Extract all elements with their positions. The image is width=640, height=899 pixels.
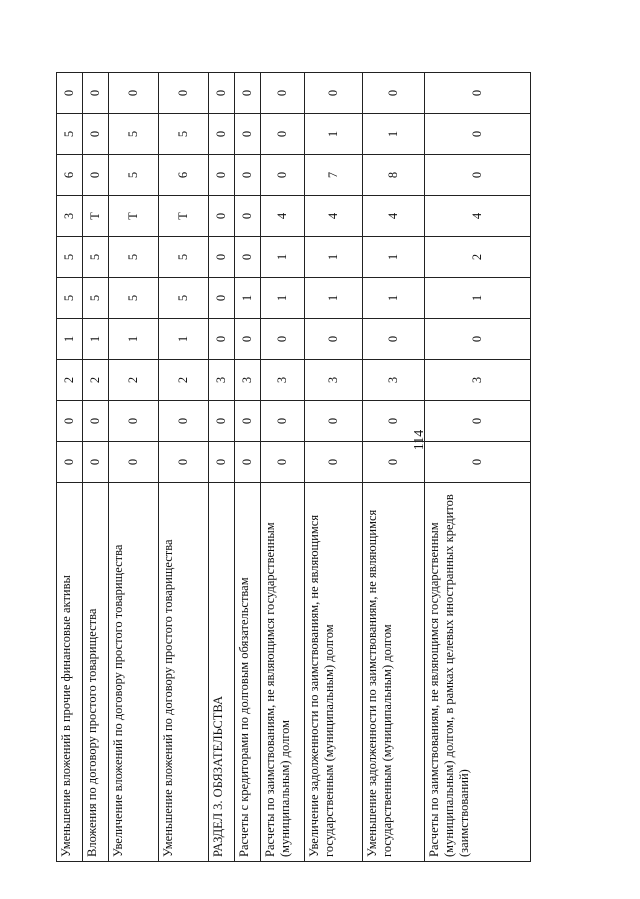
row-name-cell: Расчеты с кредиторами по долговым обязательствам — [235, 483, 261, 862]
code-cell: 0 — [209, 114, 235, 155]
code-cell: 0 — [305, 73, 363, 114]
code-cell: 5 — [57, 237, 83, 278]
code-cell: 0 — [235, 401, 261, 442]
code-cell: 2 — [159, 360, 209, 401]
code-cell: 0 — [57, 401, 83, 442]
code-cell: 6 — [159, 155, 209, 196]
code-cell: 1 — [305, 114, 363, 155]
code-cell: 5 — [109, 155, 159, 196]
row-name-cell: Вложения по договору простого товарищества — [83, 483, 109, 862]
code-cell: 3 — [209, 360, 235, 401]
code-cell: 0 — [209, 237, 235, 278]
code-cell: 1 — [305, 278, 363, 319]
code-cell: 0 — [425, 319, 531, 360]
code-cell: 0 — [235, 73, 261, 114]
code-cell: 0 — [83, 114, 109, 155]
row-name-cell: Расчеты по заимствованиям, не являющимся государственным (муниципальным) долгом — [261, 483, 305, 862]
code-cell: 0 — [235, 114, 261, 155]
code-cell: 2 — [109, 360, 159, 401]
code-cell: 5 — [57, 114, 83, 155]
code-cell: 0 — [261, 401, 305, 442]
code-cell: 1 — [159, 319, 209, 360]
code-cell: 6 — [57, 155, 83, 196]
code-cell: 1 — [305, 237, 363, 278]
row-name-cell: Увеличение задолженности по заимствованиям, не являющимся государственным (муниципальным) долгом — [305, 483, 363, 862]
code-cell: Т — [83, 196, 109, 237]
code-cell: 1 — [363, 114, 425, 155]
code-cell: 0 — [209, 155, 235, 196]
code-cell: 0 — [305, 442, 363, 483]
code-cell: 2 — [57, 360, 83, 401]
code-cell: 0 — [305, 401, 363, 442]
code-cell: 3 — [261, 360, 305, 401]
code-cell: 0 — [363, 442, 425, 483]
code-cell: 0 — [235, 442, 261, 483]
page-number: 114 — [412, 429, 427, 451]
code-cell: 0 — [425, 155, 531, 196]
code-cell: 0 — [235, 237, 261, 278]
table-container — [56, 72, 530, 862]
code-cell: 8 — [363, 155, 425, 196]
code-cell: 0 — [83, 442, 109, 483]
code-cell: 1 — [363, 278, 425, 319]
code-cell: 3 — [305, 360, 363, 401]
code-cell: 7 — [305, 155, 363, 196]
code-cell: 5 — [159, 114, 209, 155]
code-cell: 0 — [209, 442, 235, 483]
code-cell: 0 — [425, 114, 531, 155]
code-cell: 0 — [261, 442, 305, 483]
table-row — [425, 73, 531, 862]
code-cell: 0 — [57, 442, 83, 483]
code-cell: 5 — [83, 278, 109, 319]
table-row — [209, 73, 235, 862]
table-row — [305, 73, 363, 862]
code-cell: 0 — [209, 401, 235, 442]
code-cell: 1 — [363, 237, 425, 278]
code-cell: 1 — [83, 319, 109, 360]
code-cell: 1 — [57, 319, 83, 360]
code-cell: 5 — [109, 114, 159, 155]
code-cell: 0 — [109, 401, 159, 442]
code-cell: Т — [159, 196, 209, 237]
code-cell: 0 — [83, 155, 109, 196]
table-row — [363, 73, 425, 862]
code-cell: 0 — [363, 73, 425, 114]
table-row — [235, 73, 261, 862]
row-name-cell: Уменьшение задолженности по заимствованиям, не являющимся государственным (муниципальным) долгом — [363, 483, 425, 862]
code-cell: 4 — [425, 196, 531, 237]
code-cell: 0 — [235, 196, 261, 237]
code-cell: 0 — [363, 401, 425, 442]
code-cell: 0 — [83, 73, 109, 114]
code-cell: 1 — [109, 319, 159, 360]
code-cell: 0 — [109, 442, 159, 483]
row-name-cell: Расчеты по заимствованиям, не являющимся государственным (муниципальным) долгом, в рамках целевых иностранных кредитов (заимствований) — [425, 483, 531, 862]
row-name-cell: РАЗДЕЛ 3. ОБЯЗАТЕЛЬСТВА — [209, 483, 235, 862]
code-cell: 4 — [261, 196, 305, 237]
code-cell: 3 — [363, 360, 425, 401]
code-cell: 3 — [425, 360, 531, 401]
code-cell: 0 — [83, 401, 109, 442]
code-cell: 0 — [209, 73, 235, 114]
code-cell: 0 — [261, 114, 305, 155]
classification-table — [56, 72, 531, 862]
code-cell: 0 — [261, 319, 305, 360]
code-cell: 0 — [305, 319, 363, 360]
code-cell: 3 — [235, 360, 261, 401]
code-cell: 2 — [425, 237, 531, 278]
code-cell: 1 — [261, 237, 305, 278]
code-cell: 5 — [159, 237, 209, 278]
code-cell: 0 — [235, 319, 261, 360]
code-cell: 0 — [209, 278, 235, 319]
code-cell: 4 — [363, 196, 425, 237]
code-cell: 0 — [425, 401, 531, 442]
code-cell: 0 — [159, 401, 209, 442]
table-row — [57, 73, 83, 862]
code-cell: 5 — [83, 237, 109, 278]
code-cell: 5 — [109, 278, 159, 319]
code-cell: 0 — [261, 155, 305, 196]
code-cell: 0 — [209, 196, 235, 237]
code-cell: 0 — [57, 73, 83, 114]
code-cell: 0 — [261, 73, 305, 114]
code-cell: 3 — [57, 196, 83, 237]
code-cell: 5 — [159, 278, 209, 319]
code-cell: 1 — [235, 278, 261, 319]
code-cell: 1 — [261, 278, 305, 319]
table-row — [83, 73, 109, 862]
row-name-cell: Уменьшение вложений по договору простого товарищества — [159, 483, 209, 862]
code-cell: Т — [109, 196, 159, 237]
code-cell: 2 — [83, 360, 109, 401]
table-row — [109, 73, 159, 862]
table-row — [159, 73, 209, 862]
code-cell: 0 — [235, 155, 261, 196]
code-cell: 0 — [159, 442, 209, 483]
code-cell: 0 — [109, 73, 159, 114]
code-cell: 0 — [363, 319, 425, 360]
row-name-cell: Уменьшение вложений в прочие финансовые активы — [57, 483, 83, 862]
code-cell: 0 — [209, 319, 235, 360]
code-cell: 4 — [305, 196, 363, 237]
table-row — [261, 73, 305, 862]
code-cell: 0 — [425, 442, 531, 483]
code-cell: 5 — [109, 237, 159, 278]
row-name-cell: Увеличение вложений по договору простого товарищества — [109, 483, 159, 862]
code-cell: 5 — [57, 278, 83, 319]
code-cell: 0 — [425, 73, 531, 114]
code-cell: 1 — [425, 278, 531, 319]
code-cell: 0 — [159, 73, 209, 114]
